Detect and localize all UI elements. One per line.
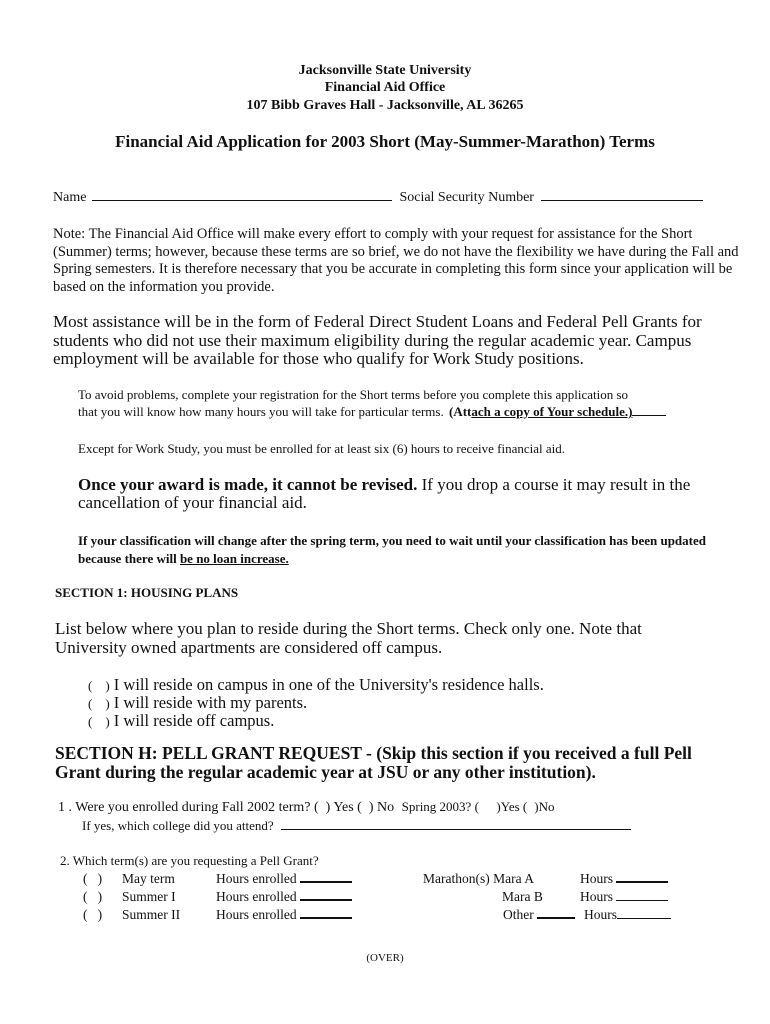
- housing-option-3: [88, 711, 274, 731]
- office-address: 107 Bibb Graves Hall - Jacksonville, AL 36265: [246, 98, 524, 113]
- other-hours: [584, 907, 671, 923]
- form-title: Financial Aid Application for 2003 Short (May-Summer-Marathon) Terms: [115, 132, 655, 151]
- term-summer2-label: Summer II: [122, 907, 181, 922]
- marathon-label: Marathon(s) Mara A: [423, 871, 534, 886]
- avoid-line-1: To avoid problems, complete your registration for the Short terms before you complete this application so: [78, 387, 629, 402]
- summer2-hours-label: Hours enrolled: [216, 907, 297, 922]
- may-hours-field[interactable]: [300, 880, 352, 883]
- section2-heading: SECTION H: PELL GRANT REQUEST - (Skip this section if you received a full Pell Grant during the regular academic year at JSU or any other institution).: [55, 743, 692, 782]
- housing-checkbox-2[interactable]: ( ): [88, 696, 110, 711]
- may-hours-label: Hours enrolled: [216, 871, 297, 886]
- ssn-field[interactable]: [541, 199, 703, 201]
- mara-a-hours-label: Hours: [580, 871, 613, 886]
- other-field[interactable]: [537, 916, 575, 919]
- other-hours-label: Hours: [584, 907, 617, 922]
- summer1-hours-field[interactable]: [300, 898, 352, 901]
- college-field[interactable]: [281, 828, 631, 830]
- term-may-checkbox[interactable]: ( ): [83, 871, 103, 886]
- term-summer2: [83, 907, 102, 923]
- avoid-line-2: [78, 404, 666, 420]
- housing-option-2: [88, 693, 307, 713]
- over-indicator: (OVER): [366, 952, 404, 964]
- housing-option-3-label: I will reside off campus.: [113, 711, 275, 730]
- name-label: Name: [53, 190, 87, 205]
- summer2-hours-field[interactable]: [300, 916, 352, 919]
- award-bold: Once your award is made, it cannot be revised.: [78, 475, 418, 494]
- other-hours-field[interactable]: [617, 917, 671, 919]
- housing-option-1-label: I will reside on campus in one of the University's residence halls.: [113, 675, 544, 694]
- housing-checkbox-1[interactable]: ( ): [88, 678, 110, 693]
- term-may: [83, 871, 102, 887]
- no-loan-increase: be no loan increase.: [179, 550, 289, 566]
- award-paragraph: [78, 476, 738, 512]
- may-hours: [216, 871, 352, 887]
- q1-row: [58, 799, 554, 816]
- term-summer1-label: Summer I: [122, 889, 176, 904]
- summer2-hours: [216, 907, 352, 923]
- assistance-paragraph: Most assistance will be in the form of Federal Direct Student Loans and Federal Pell Grants for students who did not use their maximum eligibility during the regular academic year. Campus employment will be available for those who qualify for Work Study positions.: [53, 312, 702, 368]
- summer1-hours-label: Hours enrolled: [216, 889, 297, 904]
- classification-text: If your classification will change after the spring term, you need to wait until your classification has been updated because there will: [78, 533, 706, 566]
- q1-spring-no[interactable]: )No: [534, 799, 555, 814]
- q1-yes[interactable]: ) Yes (: [325, 800, 362, 815]
- attach-line: [632, 414, 666, 416]
- q1-spring: Spring 2003? (: [401, 799, 479, 814]
- q1-prefix: 1 . Were you enrolled during Fall 2002 term? (: [58, 800, 319, 815]
- mara-a-hours: [580, 871, 668, 887]
- other-text: Other: [503, 907, 534, 922]
- q1-spring-yes[interactable]: )Yes (: [496, 799, 528, 814]
- mara-b-hours-field[interactable]: [616, 899, 668, 901]
- q1-college-label: If yes, which college did you attend?: [82, 818, 274, 833]
- housing-option-2-label: I will reside with my parents.: [113, 693, 308, 712]
- work-study-note: Except for Work Study, you must be enrolled for at least six (6) hours to receive financial aid.: [78, 441, 566, 456]
- mara-b-label: Mara B: [502, 889, 543, 904]
- housing-checkbox-3[interactable]: ( ): [88, 714, 110, 729]
- summer1-hours: [216, 889, 352, 905]
- avoid-line-2-text: that you will know how many hours you will take for particular terms.: [78, 404, 444, 419]
- term-summer1-checkbox[interactable]: ( ): [83, 889, 103, 904]
- term-may-label: May term: [122, 871, 175, 886]
- term-summer1: [83, 889, 102, 905]
- attach-open: (Att: [448, 404, 472, 419]
- classification-note: [78, 532, 738, 567]
- section1-instructions: List below where you plan to reside during the Short terms. Check only one. Note that University owned apartments are considered off campus.: [55, 619, 642, 657]
- housing-option-1: [88, 675, 544, 695]
- mara-a-hours-field[interactable]: [616, 880, 668, 883]
- mara-b-hours-label: Hours: [580, 889, 613, 904]
- name-ssn-row: [53, 190, 703, 206]
- office-name: Financial Aid Office: [324, 80, 446, 95]
- name-field[interactable]: [92, 199, 392, 201]
- note-paragraph: Note: The Financial Aid Office will make every effort to comply with your request for assistance for the Short (Summer) terms; however, because these terms are so brief, we do not have the flexibility we have during the Fall and Spring semesters. It is therefore necessary that you be accurate in completing this form since your application will be based on the information you provide.: [53, 226, 739, 295]
- mara-b-hours: [580, 889, 668, 905]
- university-name: Jacksonville State University: [298, 63, 472, 78]
- attach-schedule: ach a copy of Your schedule.): [471, 404, 633, 419]
- section1-heading: SECTION 1: HOUSING PLANS: [55, 585, 239, 600]
- term-summer2-checkbox[interactable]: ( ): [83, 907, 103, 922]
- q2-label: 2. Which term(s) are you requesting a Pell Grant?: [60, 853, 319, 868]
- other-label: [503, 907, 575, 923]
- q1-no[interactable]: ) No: [368, 800, 395, 815]
- q1-college-row: [82, 818, 631, 834]
- award-rest: If you drop a course it may result in the cancellation of your financial aid.: [78, 475, 691, 512]
- ssn-label: Social Security Number: [399, 190, 534, 205]
